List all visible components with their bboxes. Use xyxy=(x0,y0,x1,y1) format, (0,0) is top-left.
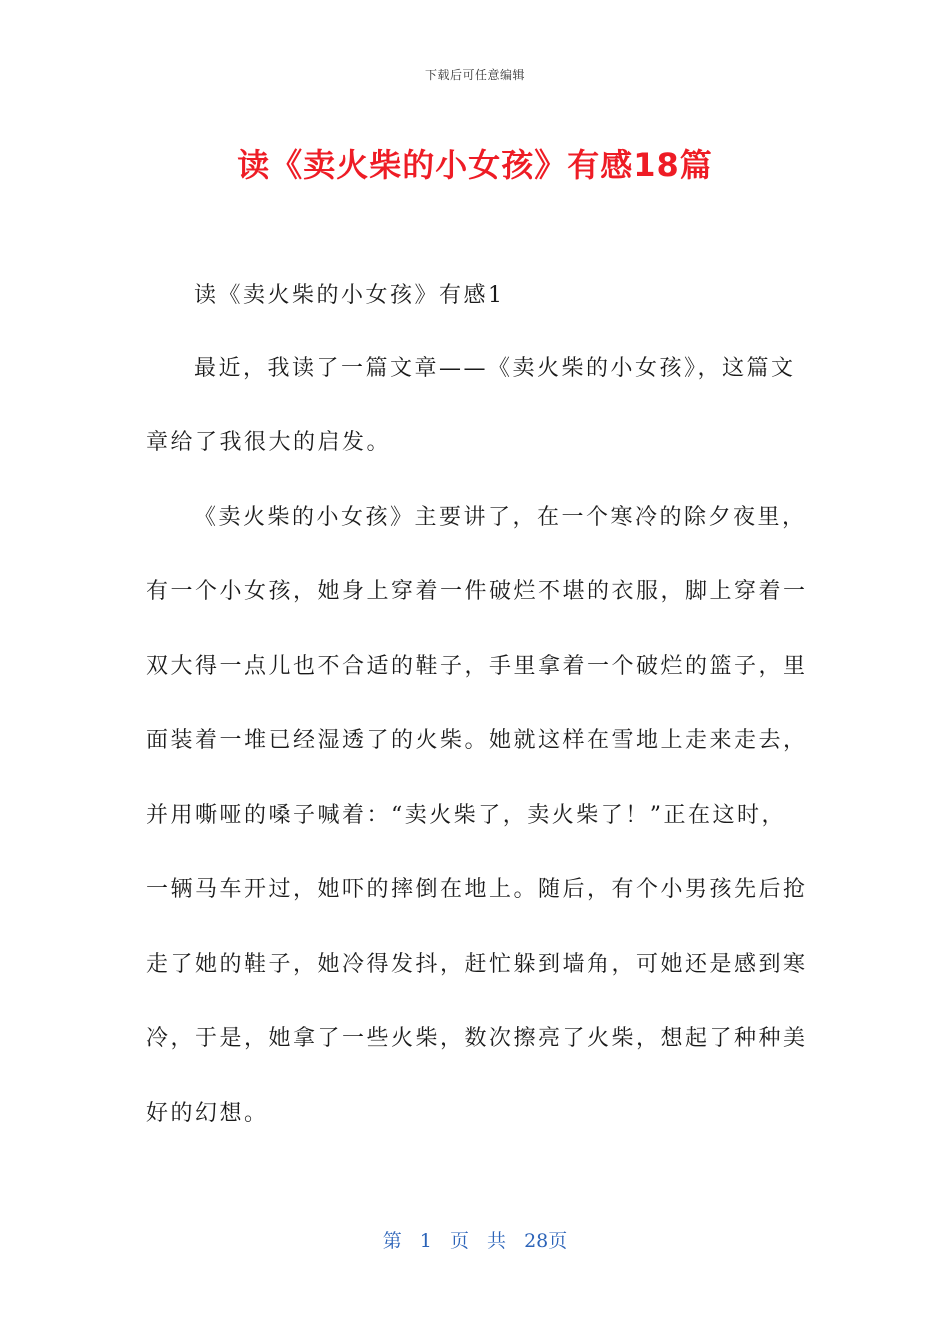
footer-prefix: 第 xyxy=(382,1230,402,1252)
paragraph-line: 章给了我很大的启发。 xyxy=(146,430,392,455)
paragraph-line: 冷，于是，她拿了一些火柴，数次擦亮了火柴，想起了种种美 xyxy=(146,1026,808,1051)
document-title: 读《卖火柴的小女孩》有感18篇 xyxy=(237,146,713,184)
paragraph-line: 面装着一堆已经湿透了的火柴。她就这样在雪地上走来走去， xyxy=(146,728,808,753)
paragraph-line: 好的幻想。 xyxy=(146,1101,269,1126)
paragraph-line: 一辆马车开过，她吓的摔倒在地上。随后，有个小男孩先后抢 xyxy=(146,877,808,902)
footer-page-word: 页 xyxy=(449,1230,469,1252)
footer-total-prefix: 共 xyxy=(487,1230,507,1252)
page-header-note: 下载后可任意编辑 xyxy=(424,68,525,82)
section-heading: 读《卖火柴的小女孩》有感1 xyxy=(194,283,505,308)
paragraph-line: 最近，我读了一篇文章——《卖火柴的小女孩》，这篇文 xyxy=(194,356,796,381)
paragraph-line: 有一个小女孩，她身上穿着一件破烂不堪的衣服，脚上穿着一 xyxy=(146,579,808,604)
footer-total-pages: 28页 xyxy=(524,1230,568,1252)
paragraph-line: 双大得一点儿也不合适的鞋子，手里拿着一个破烂的篮子，里 xyxy=(146,654,808,679)
page-number-footer xyxy=(0,1226,950,1253)
paragraph-line: 并用嘶哑的嗓子喊着：“卖火柴了，卖火柴了！”正在这时， xyxy=(146,803,786,828)
footer-current-page: 1 xyxy=(419,1230,432,1252)
paragraph-line: 《卖火柴的小女孩》主要讲了，在一个寒冷的除夕夜里， xyxy=(194,505,807,530)
paragraph-line: 走了她的鞋子，她冷得发抖，赶忙躲到墙角，可她还是感到寒 xyxy=(146,952,808,977)
